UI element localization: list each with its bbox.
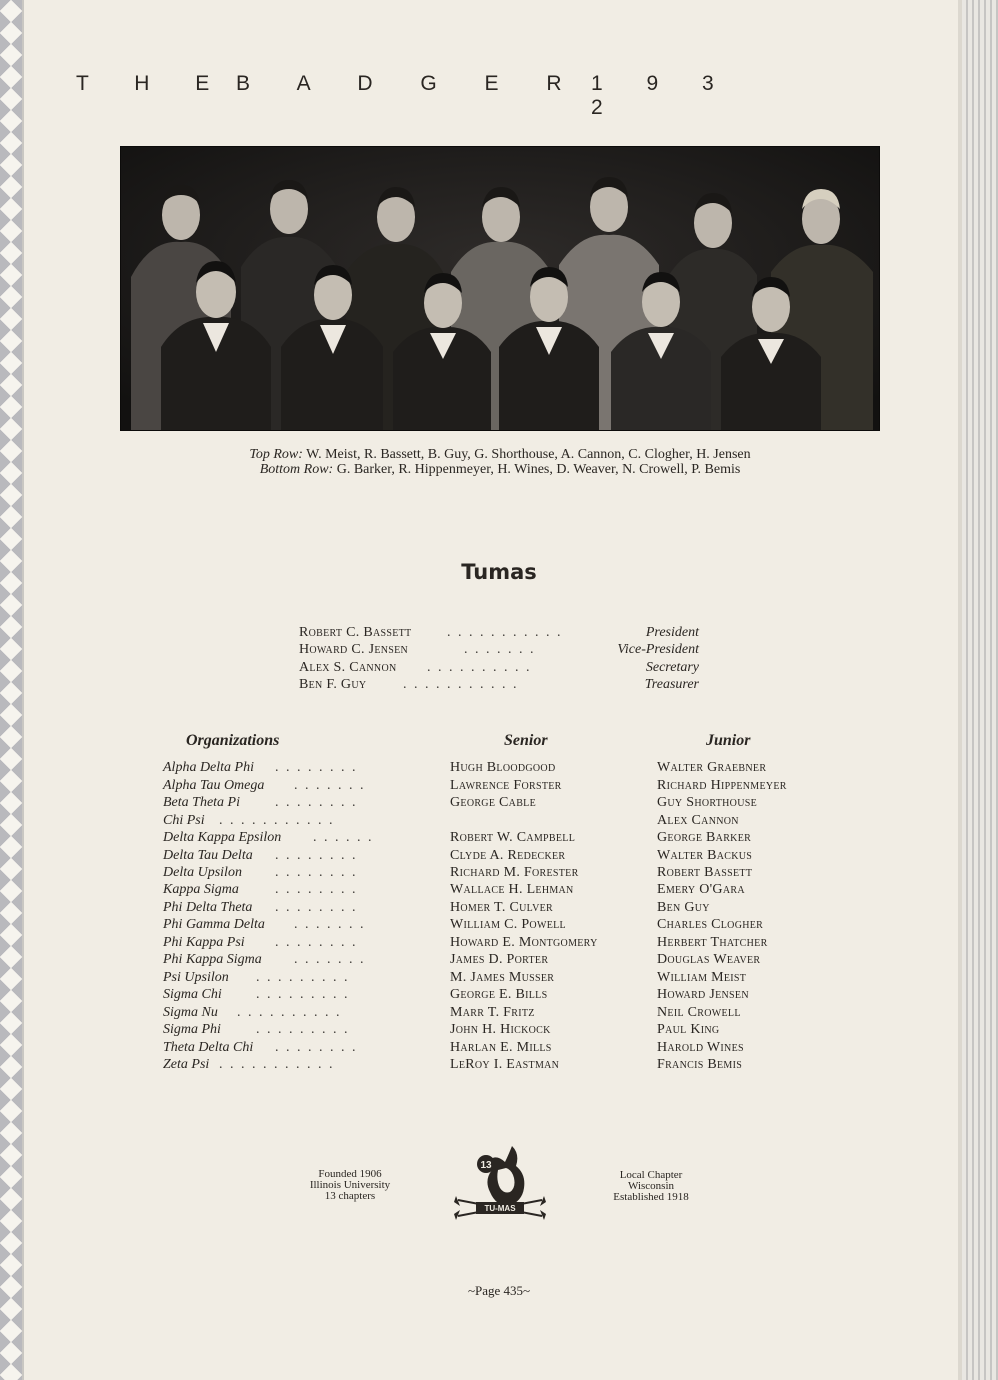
junior-name: Guy Shorthouse bbox=[657, 795, 757, 810]
group-photo-illustration bbox=[121, 147, 879, 430]
header-badger: B A D G E R bbox=[236, 72, 583, 95]
leader-dots: . . . . . . . . bbox=[275, 935, 358, 950]
junior-name: Richard Hippenmeyer bbox=[657, 778, 787, 793]
devil-head-crest-icon bbox=[450, 1140, 550, 1230]
table-row bbox=[163, 916, 843, 933]
table-row bbox=[163, 969, 843, 986]
leader-dots: . . . . . . . . . . bbox=[237, 1005, 342, 1020]
junior-name: Charles Clogher bbox=[657, 917, 764, 932]
organization-name: Phi Delta Theta bbox=[163, 900, 253, 915]
senior-name: Harlan E. Mills bbox=[450, 1040, 552, 1055]
junior-name: Neil Crowell bbox=[657, 1005, 741, 1020]
leader-dots: . . . . . . . . bbox=[275, 1040, 358, 1055]
header-the: T H E bbox=[76, 72, 230, 95]
table-row bbox=[163, 847, 843, 864]
page-title: Tumas bbox=[461, 560, 537, 584]
junior-name: William Meist bbox=[657, 970, 747, 985]
leader-dots: . . . . . . . . bbox=[275, 865, 358, 880]
senior-name: Homer T. Culver bbox=[450, 900, 554, 915]
leader-dots: . . . . . . . . . . . bbox=[219, 813, 335, 828]
junior-name: Robert Bassett bbox=[657, 865, 753, 880]
table-row bbox=[163, 1021, 843, 1038]
group-photo bbox=[120, 146, 880, 431]
leader-dots: . . . . . . . . bbox=[275, 795, 358, 810]
junior-name: Paul King bbox=[657, 1022, 720, 1037]
organization-name: Kappa Sigma bbox=[163, 882, 239, 897]
officer-role: Treasurer bbox=[644, 677, 699, 692]
organization-name: Phi Kappa Psi bbox=[163, 935, 245, 950]
column-header-organizations: Organizations bbox=[186, 732, 280, 749]
officer-row bbox=[299, 659, 699, 676]
table-row bbox=[163, 986, 843, 1003]
table-row bbox=[163, 777, 843, 794]
junior-name: Ben Guy bbox=[657, 900, 710, 915]
table-row bbox=[163, 794, 843, 811]
emblem-number: 13 bbox=[480, 1160, 492, 1171]
senior-name: LeRoy I. Eastman bbox=[450, 1057, 560, 1072]
senior-name: Richard M. Forester bbox=[450, 865, 579, 880]
local-chapter-school: Wisconsin bbox=[628, 1180, 674, 1192]
leader-dots: . . . . . . . . . . . bbox=[447, 625, 563, 640]
junior-name: Emery O'Gara bbox=[657, 882, 745, 897]
officer-name: Robert C. Bassett bbox=[299, 625, 412, 640]
striped-border-right bbox=[962, 0, 998, 1380]
leader-dots: . . . . . . . . . bbox=[256, 970, 350, 985]
junior-name: Herbert Thatcher bbox=[657, 935, 768, 950]
organization-name: Zeta Psi bbox=[163, 1057, 210, 1072]
junior-name: Harold Wines bbox=[657, 1040, 744, 1055]
junior-name: Howard Jensen bbox=[657, 987, 749, 1002]
table-row bbox=[163, 1056, 843, 1073]
emblem-banner: TU-MAS bbox=[484, 1204, 516, 1213]
senior-name: Howard E. Montgomery bbox=[450, 935, 598, 950]
leader-dots: . . . . . . . . . bbox=[256, 1022, 350, 1037]
organization-name: Delta Kappa Epsilon bbox=[163, 830, 282, 845]
senior-name: Clyde A. Redecker bbox=[450, 848, 566, 863]
header-year: 1 9 3 2 bbox=[591, 72, 733, 119]
junior-name: Walter Graebner bbox=[657, 760, 767, 775]
page-number: ~Page 435~ bbox=[467, 1283, 531, 1298]
table-row bbox=[163, 1004, 843, 1021]
organization-name: Alpha Delta Phi bbox=[163, 760, 254, 775]
chapter-count: 13 chapters bbox=[324, 1190, 376, 1202]
officer-row bbox=[299, 641, 699, 658]
local-chapter-label: Local Chapter bbox=[619, 1169, 683, 1181]
table-row bbox=[163, 1039, 843, 1056]
organization-name: Sigma Chi bbox=[163, 987, 222, 1002]
organization-name: Phi Kappa Sigma bbox=[163, 952, 262, 967]
officer-name: Alex S. Cannon bbox=[299, 660, 397, 675]
senior-name: M. James Musser bbox=[450, 970, 555, 985]
established-year: Established 1918 bbox=[613, 1191, 689, 1203]
senior-name: Lawrence Forster bbox=[450, 778, 562, 793]
senior-name: George E. Bills bbox=[450, 987, 548, 1002]
organization-name: Delta Tau Delta bbox=[163, 848, 253, 863]
organization-name: Sigma Phi bbox=[163, 1022, 221, 1037]
caption-bottom-names: G. Barker, R. Hippenmeyer, H. Wines, D. Weaver, N. Crowell, P. Bemis bbox=[336, 462, 741, 477]
officer-name: Ben F. Guy bbox=[299, 677, 367, 692]
table-row bbox=[163, 951, 843, 968]
officer-row bbox=[299, 676, 699, 693]
leader-dots: . . . . . . . . . . bbox=[427, 660, 532, 675]
table-row bbox=[163, 829, 843, 846]
leader-dots: . . . . . . . bbox=[294, 917, 366, 932]
local-chapter-note bbox=[591, 1170, 711, 1203]
table-row bbox=[163, 864, 843, 881]
senior-name: Wallace H. Lehman bbox=[450, 882, 574, 897]
organization-name: Sigma Nu bbox=[163, 1005, 218, 1020]
caption-top-row bbox=[120, 447, 880, 462]
leader-dots: . . . . . . . . bbox=[275, 882, 358, 897]
table-row bbox=[163, 812, 843, 829]
organization-name: Beta Theta Pi bbox=[163, 795, 240, 810]
running-header bbox=[76, 72, 756, 119]
leader-dots: . . . . . . . . bbox=[275, 760, 358, 775]
table-row bbox=[163, 759, 843, 776]
senior-name: George Cable bbox=[450, 795, 536, 810]
organization-name: Psi Upsilon bbox=[163, 970, 229, 985]
organization-name: Phi Gamma Delta bbox=[163, 917, 265, 932]
junior-name: Douglas Weaver bbox=[657, 952, 761, 967]
organization-name: Alpha Tau Omega bbox=[163, 778, 265, 793]
column-header-junior: Junior bbox=[706, 732, 751, 749]
leader-dots: . . . . . . . . bbox=[275, 900, 358, 915]
leader-dots: . . . . . . . . . bbox=[256, 987, 350, 1002]
organization-name: Theta Delta Chi bbox=[163, 1040, 254, 1055]
organization-name: Delta Upsilon bbox=[163, 865, 242, 880]
founding-year: Founded 1906 bbox=[318, 1168, 382, 1180]
leader-dots: . . . . . . . . bbox=[275, 848, 358, 863]
senior-name: William C. Powell bbox=[450, 917, 566, 932]
junior-name: Francis Bemis bbox=[657, 1057, 743, 1072]
senior-name: Hugh Bloodgood bbox=[450, 760, 556, 775]
junior-name: Alex Cannon bbox=[657, 813, 739, 828]
column-header-senior: Senior bbox=[504, 732, 548, 749]
officer-role: President bbox=[645, 625, 699, 640]
leader-dots: . . . . . . . bbox=[464, 642, 536, 657]
founding-note bbox=[290, 1169, 410, 1202]
caption-bottom-row bbox=[120, 462, 880, 477]
caption-bottom-label: Bottom Row: bbox=[259, 462, 334, 477]
senior-name: James D. Porter bbox=[450, 952, 549, 967]
senior-name: Robert W. Campbell bbox=[450, 830, 576, 845]
officer-role: Vice-President bbox=[617, 642, 699, 657]
table-row bbox=[163, 934, 843, 951]
leader-dots: . . . . . . . . . . . bbox=[403, 677, 519, 692]
senior-name: John H. Hickock bbox=[450, 1022, 551, 1037]
senior-name: Marr T. Fritz bbox=[450, 1005, 535, 1020]
officer-name: Howard C. Jensen bbox=[299, 642, 409, 657]
table-row bbox=[163, 899, 843, 916]
caption-top-names: W. Meist, R. Bassett, B. Guy, G. Shorthouse, A. Cannon, C. Clogher, H. Jensen bbox=[306, 447, 751, 462]
organization-name: Chi Psi bbox=[163, 813, 205, 828]
table-row bbox=[163, 881, 843, 898]
leader-dots: . . . . . . . bbox=[294, 778, 366, 793]
officer-role: Secretary bbox=[645, 660, 699, 675]
junior-name: George Barker bbox=[657, 830, 752, 845]
leader-dots: . . . . . . . . . . . bbox=[219, 1057, 335, 1072]
leader-dots: . . . . . . bbox=[313, 830, 374, 845]
caption-top-label: Top Row: bbox=[249, 447, 303, 462]
founding-school: Illinois University bbox=[309, 1179, 391, 1191]
zigzag-border-left bbox=[0, 0, 22, 1380]
border-rule-left bbox=[22, 0, 24, 1380]
officer-row bbox=[299, 624, 699, 641]
leader-dots: . . . . . . . bbox=[294, 952, 366, 967]
junior-name: Walter Backus bbox=[657, 848, 753, 863]
